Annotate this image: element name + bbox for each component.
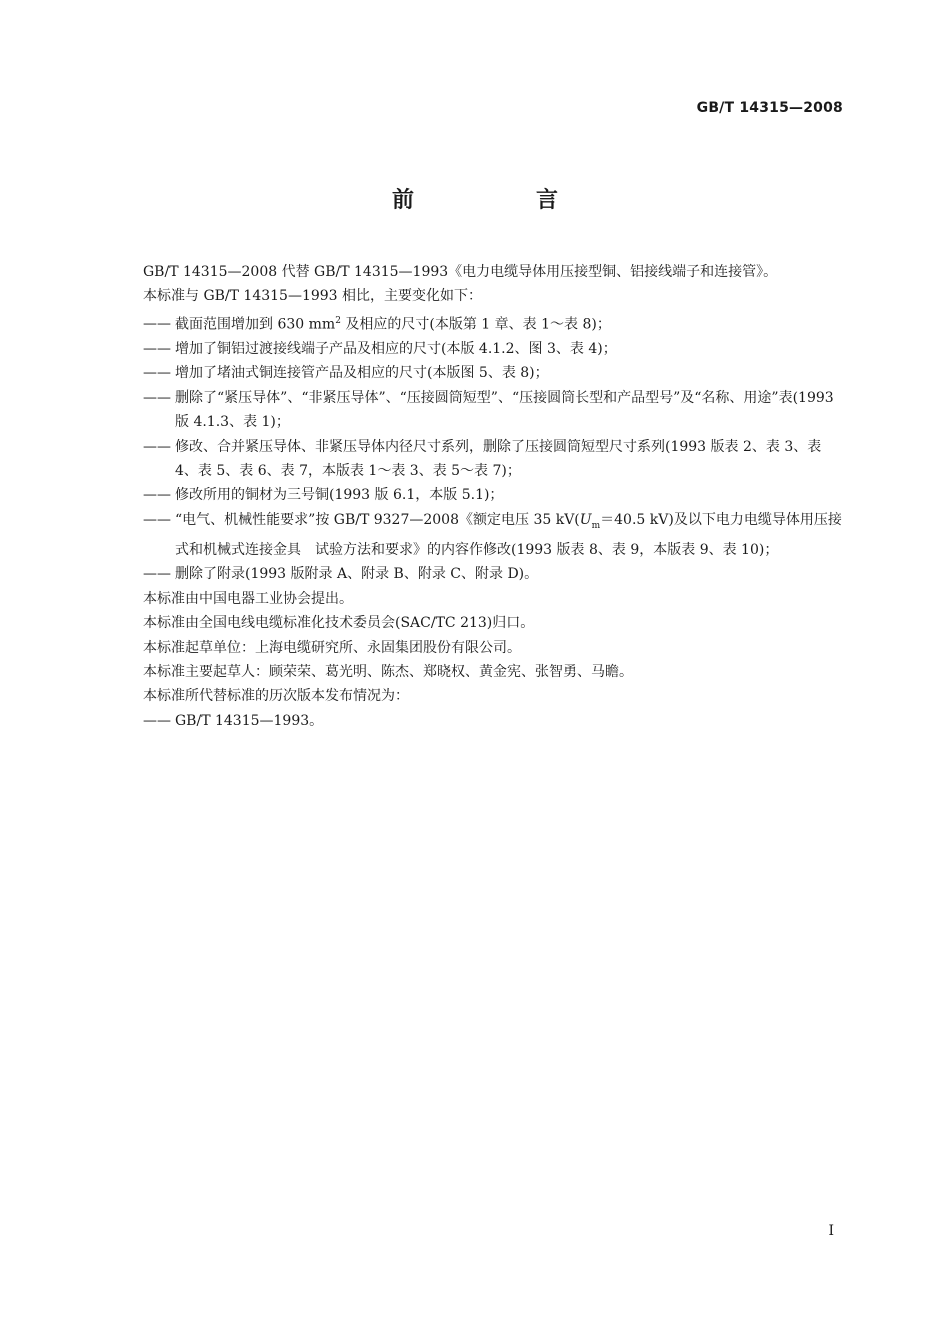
change-item: —— 删除了附录(1993 版附录 A、附录 B、附录 C、附录 D)。 — [143, 562, 846, 586]
change-item: —— 增加了铜铝过渡接线端子产品及相应的尺寸(本版 4.1.2、图 3、表 4)； — [143, 337, 846, 361]
change-item: —— “电气、机械性能要求”按 GB/T 9327—2008《额定电压 35 $kV(U_m=40.5$ kV)及以下电力电缆导体用压接式和机械式连接金具 试验方法和要求》的内容作修改(1993 版表 8、表 9，本版表 9、表 10)； — [143, 508, 846, 563]
dash: —— — [143, 566, 171, 583]
page-number: Ⅰ — [828, 1223, 834, 1239]
change-item: —— 修改、合并紧压导体、非紧压导体内径尺寸系列，删除了压接圆筒短型尺寸系列(1993 版表 2、表 3、表 4、表 5、表 6、表 7，本版表 1～表 3、表 5～表 7)； — [143, 435, 846, 484]
change-item: —— 修改所用的铜材为三号铜(1993 版 6.1，本版 5.1)； — [143, 483, 846, 507]
dash: —— — [143, 316, 171, 333]
dash: —— — [143, 389, 171, 406]
dash: —— — [143, 712, 171, 729]
paragraph-changes-intro: 本标准与 GB/T 14315—1993 相比，主要变化如下： — [143, 288, 483, 305]
paragraph-replacement: GB/T 14315—2008 代替 GB/T 14315—1993《电力电缆导体用压接型铜、铝接线端子和连接管》。 — [143, 264, 778, 280]
history-item: —— GB/T 14315—1993。 — [143, 709, 846, 733]
dash: —— — [143, 365, 171, 382]
foreword-body — [143, 260, 846, 733]
dash: —— — [143, 487, 171, 504]
change-item: —— 增加了堵油式铜连接管产品及相应的尺寸(本版图 5、表 8)； — [143, 361, 846, 385]
page-title: 前 言 — [391, 188, 608, 213]
dash: —— — [143, 340, 171, 357]
paragraph-history-intro: 本标准所代替标准的历次版本发布情况为： — [143, 688, 409, 705]
paragraph-drafting-units: 本标准起草单位：上海电缆研究所、永固集团股份有限公司。 — [143, 639, 521, 656]
change-item: —— 截面范围增加到 630 $mm^2$ 及相应的尺寸(本版第 1 章、表 1～表 8)； — [143, 309, 846, 337]
dash: —— — [143, 511, 171, 528]
paragraph-committee: 本标准由全国电线电缆标准化技术委员会(SAC/TC 213)归口。 — [143, 615, 535, 632]
change-item: —— 删除了“紧压导体”、“非紧压导体”、“压接圆筒短型”、“压接圆筒长型和产品型号”及“名称、用途”表(1993 版 4.1.3、表 1)； — [143, 386, 846, 435]
paragraph-proposer: 本标准由中国电器工业协会提出。 — [143, 590, 353, 607]
standard-code: GB/T 14315—2008 — [696, 100, 843, 116]
dash: —— — [143, 438, 171, 455]
paragraph-drafters: 本标准主要起草人：顾荣荣、葛光明、陈杰、郑晓权、黄金宪、张智勇、马瞻。 — [143, 663, 633, 680]
